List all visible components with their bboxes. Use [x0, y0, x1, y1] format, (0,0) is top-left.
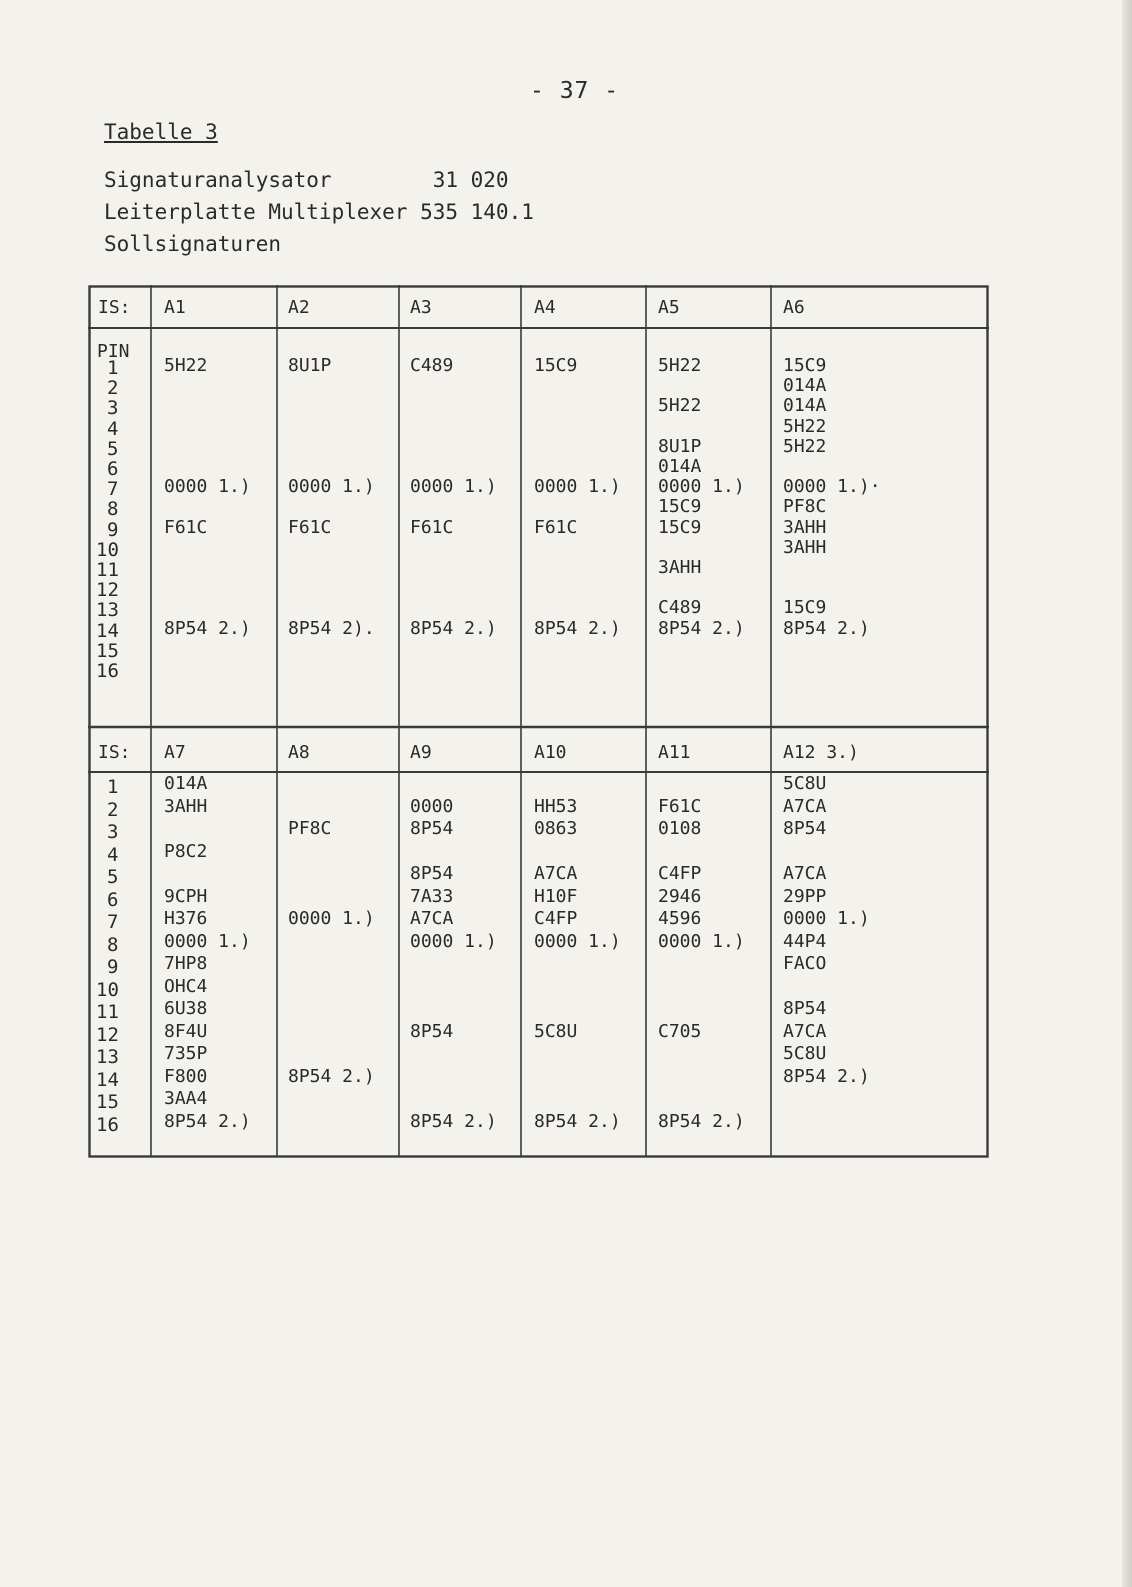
- column-header: A10: [534, 742, 567, 763]
- pin-number: 10: [96, 538, 119, 561]
- signature-cell: 8P54 2.): [410, 617, 497, 639]
- column-header: A6: [783, 297, 805, 318]
- signature-cell: 3AA4: [164, 1088, 208, 1109]
- pin-number: 6: [107, 888, 119, 911]
- column-header: A1: [164, 297, 186, 318]
- signature-cell: 8P54: [410, 1020, 454, 1042]
- signature-cell: 44P4: [783, 930, 827, 952]
- signature-cell: 5C8U: [534, 1020, 578, 1042]
- signature-cell: PF8C: [288, 818, 332, 839]
- signature-cell: 3AHH: [783, 516, 827, 538]
- signature-cell: 8P54 2).: [288, 617, 375, 639]
- signature-cell: 014A: [783, 375, 827, 397]
- table-title: Tabelle 3: [104, 120, 218, 144]
- pin-number: 16: [96, 1113, 119, 1136]
- signature-cell: 15C9: [658, 496, 702, 518]
- signature-table: [88, 285, 989, 1170]
- pin-number: 9: [107, 956, 119, 978]
- signature-cell: F61C: [534, 516, 578, 538]
- signature-cell: 5H22: [658, 355, 702, 376]
- pin-number: 15: [96, 639, 119, 662]
- signature-cell: A7CA: [410, 908, 454, 929]
- pin-number: 7: [107, 478, 119, 501]
- pin-header: PIN: [97, 341, 130, 362]
- pin-number: 12: [96, 579, 119, 602]
- signature-cell: 15C9: [658, 516, 702, 538]
- signature-cell: 3AHH: [783, 536, 827, 558]
- pin-number: 8: [107, 933, 119, 956]
- signature-cell: 3AHH: [164, 795, 208, 817]
- signature-cell: 8U1P: [658, 435, 702, 457]
- pin-number: 8: [107, 498, 119, 521]
- signature-cell: 7A33: [410, 885, 454, 907]
- pin-number: 16: [96, 660, 119, 682]
- signature-cell: PF8C: [783, 496, 827, 518]
- signature-cell: 15C9: [534, 355, 578, 376]
- signature-cell: 8P54 2.): [783, 617, 870, 639]
- signature-cell: 014A: [164, 773, 208, 794]
- signature-cell: 2946: [658, 885, 702, 907]
- pin-number: 2: [107, 798, 119, 821]
- signature-cell: 0000 1.): [288, 908, 375, 929]
- column-header: A7: [164, 742, 186, 763]
- signature-cell: 4596: [658, 908, 702, 929]
- signature-cell: 6U38: [164, 998, 208, 1019]
- signature-cell: 0863: [534, 818, 578, 839]
- pin-number: 14: [96, 619, 119, 642]
- signature-cell: 15C9: [783, 355, 827, 376]
- signature-cell: 5C8U: [783, 1043, 827, 1064]
- signature-cell: 8P54 2.): [288, 1065, 375, 1087]
- signature-cell: 0108: [658, 818, 702, 839]
- signature-cell: C489: [410, 355, 454, 376]
- signature-cell: 0000 1.): [164, 930, 251, 952]
- signature-cell: 0000 1.): [410, 930, 497, 952]
- signature-cell: 8P54: [410, 818, 454, 839]
- signature-cell: 0000 1.): [783, 908, 870, 929]
- signature-cell: 8P54 2.): [534, 617, 621, 639]
- signature-cell: 8P54 2.): [410, 1110, 497, 1132]
- pin-number: 5: [107, 437, 119, 460]
- signature-cell: F61C: [164, 516, 208, 538]
- heading-board: Leiterplatte Multiplexer 535 140.1: [104, 200, 534, 224]
- signature-cell: 735P: [164, 1043, 208, 1064]
- pin-number: 5: [107, 866, 119, 888]
- signature-cell: H376: [164, 908, 208, 929]
- signature-cell: 8P54: [410, 863, 454, 884]
- pin-number: 9: [107, 518, 119, 541]
- signature-cell: 5H22: [783, 415, 827, 437]
- column-header: A11: [658, 742, 691, 763]
- pin-number: 13: [96, 599, 119, 622]
- pin-number: 15: [96, 1091, 119, 1113]
- column-header: A4: [534, 297, 556, 318]
- signature-cell: 014A: [658, 456, 702, 477]
- pin-number: 13: [96, 1046, 119, 1068]
- signature-cell: 7HP8: [164, 953, 208, 974]
- signature-cell: 5H22: [658, 395, 702, 417]
- signature-cell: OHC4: [164, 975, 208, 997]
- column-header: A12 3.): [783, 742, 859, 763]
- signature-cell: 5H22: [783, 435, 827, 457]
- signature-cell: 0000 1.): [288, 476, 375, 498]
- pin-number: 2: [107, 377, 119, 400]
- signature-cell: 8P54 2.): [164, 617, 251, 639]
- signature-cell: 014A: [783, 395, 827, 417]
- signature-cell: A7CA: [783, 863, 827, 884]
- signature-cell: C489: [658, 597, 702, 619]
- column-header: A5: [658, 297, 680, 318]
- signature-cell: HH53: [534, 795, 578, 817]
- signature-cell: H10F: [534, 885, 578, 907]
- signature-cell: 0000 1.): [534, 930, 621, 952]
- pin-number: 6: [107, 458, 119, 480]
- signature-cell: 8P54 2.): [658, 1110, 745, 1132]
- signature-cell: 0000 1.): [658, 476, 745, 498]
- signature-cell: 5H22: [164, 355, 208, 376]
- signature-cell: F61C: [288, 516, 332, 538]
- pin-number: 12: [96, 1023, 119, 1046]
- pin-number: 1: [107, 357, 119, 379]
- signature-cell: 8P54: [783, 998, 827, 1019]
- column-header: A8: [288, 742, 310, 763]
- column-header: A2: [288, 297, 310, 318]
- signature-cell: 15C9: [783, 597, 827, 619]
- signature-cell: 9CPH: [164, 885, 208, 907]
- signature-cell: F61C: [410, 516, 454, 538]
- pin-number: 4: [107, 417, 119, 440]
- pin-number: 14: [96, 1068, 119, 1091]
- column-header: A9: [410, 742, 432, 763]
- signature-cell: P8C2: [164, 840, 208, 862]
- signature-cell: 0000 1.): [658, 930, 745, 952]
- signature-cell: 0000 1.)·: [783, 476, 881, 498]
- pin-number: 10: [96, 978, 119, 1001]
- pin-number: 3: [107, 397, 119, 420]
- signature-cell: C4FP: [534, 908, 578, 929]
- pin-number: 3: [107, 821, 119, 843]
- page-edge-shadow: [1122, 0, 1132, 1587]
- signature-cell: 8P54: [783, 818, 827, 839]
- signature-cell: 0000 1.): [534, 476, 621, 498]
- is-label: IS:: [98, 297, 131, 318]
- signature-cell: C705: [658, 1020, 702, 1042]
- signature-cell: 8P54 2.): [658, 617, 745, 639]
- pin-number: 4: [107, 843, 119, 866]
- pin-number: 7: [107, 911, 119, 933]
- signature-cell: 0000: [410, 795, 454, 817]
- signature-cell: 8P54 2.): [164, 1110, 251, 1132]
- signature-cell: 0000 1.): [410, 476, 497, 498]
- signature-cell: FACO: [783, 953, 827, 974]
- signature-cell: A7CA: [783, 1020, 827, 1042]
- is-label: IS:: [98, 742, 131, 763]
- heading-signatures: Sollsignaturen: [104, 232, 282, 256]
- signature-cell: A7CA: [534, 863, 578, 884]
- signature-cell: F61C: [658, 795, 702, 817]
- column-header: A3: [410, 297, 432, 318]
- signature-cell: 0000 1.): [164, 476, 251, 498]
- signature-cell: 29PP: [783, 885, 827, 907]
- pin-number: 11: [96, 559, 119, 581]
- signature-cell: 8P54 2.): [783, 1065, 870, 1087]
- pin-number: 1: [107, 776, 119, 798]
- pin-number: 11: [96, 1001, 119, 1023]
- signature-cell: 8U1P: [288, 355, 332, 376]
- signature-cell: F800: [164, 1065, 208, 1087]
- heading-device: Signaturanalysator 31 020: [104, 168, 509, 192]
- signature-cell: 5C8U: [783, 773, 827, 794]
- signature-cell: 8P54 2.): [534, 1110, 621, 1132]
- signature-cell: A7CA: [783, 795, 827, 817]
- signature-cell: C4FP: [658, 863, 702, 884]
- page-number: - 37 -: [530, 78, 620, 104]
- signature-cell: 3AHH: [658, 557, 702, 578]
- signature-cell: 8F4U: [164, 1020, 208, 1042]
